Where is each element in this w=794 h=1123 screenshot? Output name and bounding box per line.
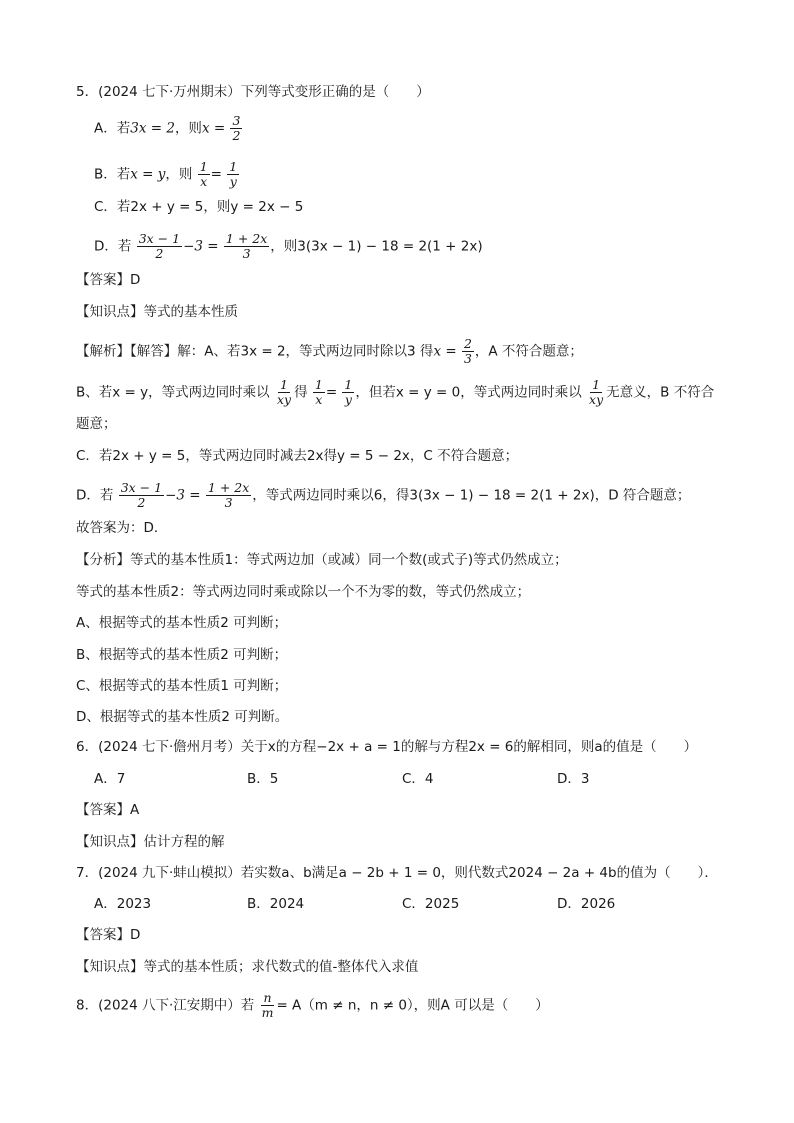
q5-fenxi-1: 【分析】等式的基本性质1：等式两边加（或减）同一个数(或式子)等式仍然成立； [76, 552, 568, 568]
q5-knowledge: 【知识点】等式的基本性质 [76, 304, 238, 320]
q7-stem: 7．(2024 九下·蚌山模拟）若实数a、b满足a − 2b + 1 = 0，则代数式2024 − 2a + 4b的值为（ ）． [76, 865, 718, 881]
q6-choice-d: D．3 [557, 771, 590, 787]
fraction: $\frac{1}{y}$ [229, 159, 238, 189]
q5-option-a: A．若3x = 2，则x = $\frac{3}{2}$ [94, 113, 241, 143]
q5-analysis-line-2: B、若x = y，等式两边同时乘以 $\frac{1}{xy}$ 得 $\frac{1}{x}$ = $\frac{1}{y}$ ，但若x = y = 0，等式两边同时乘以 $\frac{1}{xy}$ 无意义，B 不符合 [76, 377, 715, 407]
fraction: $\frac{1 + 2x}{3}$ [225, 231, 268, 261]
q7-answer: 【答案】D [76, 927, 141, 943]
q6-choice-b: B．5 [247, 771, 279, 787]
q5-analysis-line-3: 题意； [76, 416, 117, 432]
q8-stem: 8．(2024 八下·江安期中）若 $\frac{n}{m}$ = A（m ≠ n，n ≠ 0），则A 可以是（ ） [76, 990, 549, 1020]
q7-knowledge: 【知识点】等式的基本性质；求代数式的值-整体代入求值 [76, 959, 419, 975]
q5-fenxi-6: D、根据等式的基本性质2 可判断。 [76, 709, 289, 725]
q5-analysis-line-1: 【解析】【解答】解：A、若3x = 2，等式两边同时除以3 得x = $\frac{2}{3}$ ，A 不符合题意； [76, 336, 583, 366]
q5-answer: 【答案】D [76, 272, 141, 288]
fraction: $\frac{3}{2}$ [232, 113, 241, 143]
q7-choice-d: D．2026 [557, 896, 616, 912]
q6-choice-a: A．7 [94, 771, 126, 787]
q5-fenxi-4: B、根据等式的基本性质2 可判断； [76, 647, 288, 663]
q6-knowledge: 【知识点】估计方程的解 [76, 834, 225, 850]
q5-option-c: C．若2x + y = 5，则y = 2x − 5 [94, 199, 304, 215]
q5-analysis-line-4: C．若2x + y = 5，等式两边同时减去2x得y = 5 − 2x，C 不符合题意； [76, 448, 519, 464]
fraction: $\frac{3x - 1}{2}$ [138, 231, 181, 261]
fraction: $\frac{2}{3}$ [463, 336, 472, 366]
q5-option-d: D．若 $\frac{3x - 1}{2}$ −3 = $\frac{1 + 2x}{3}$ ，则3(3x − 1) − 18 = 2(1 + 2x) [94, 231, 483, 261]
q5-conclusion: 故答案为：D． [76, 520, 168, 536]
q7-choice-c: C．2025 [402, 896, 460, 912]
fraction: $\frac{1}{xy}$ [589, 377, 604, 407]
q5-fenxi-3: A、根据等式的基本性质2 可判断； [76, 615, 288, 631]
fraction: $\frac{1}{xy}$ [276, 377, 292, 407]
q5-stem: 5．(2024 七下·万州期末）下列等式变形正确的是（ ） [76, 84, 430, 100]
fraction: $\frac{1 + 2x}{3}$ [207, 480, 250, 510]
q7-choice-b: B．2024 [247, 896, 305, 912]
fraction: $\frac{n}{m}$ [261, 990, 274, 1020]
fraction: $\frac{3x - 1}{2}$ [120, 480, 163, 510]
q5-analysis-line-5: D．若 $\frac{3x - 1}{2}$ −3 = $\frac{1 + 2x}{3}$ ，等式两边同时乘以6，得3(3x − 1) − 18 = 2(1 + 2x)，D 符合题意； [76, 480, 691, 510]
q5-fenxi-5: C、根据等式的基本性质1 可判断； [76, 678, 288, 694]
fraction: $\frac{1}{y}$ [344, 377, 353, 407]
q6-answer: 【答案】A [76, 802, 140, 818]
q6-choice-c: C．4 [402, 771, 434, 787]
q7-choice-a: A．2023 [94, 896, 152, 912]
q6-stem: 6．(2024 七下·儋州月考）关于x的方程−2x + a = 1的解与方程2x = 6的解相同，则a的值是（ ） [76, 739, 698, 755]
fraction: $\frac{1}{x}$ [199, 159, 208, 189]
fraction: $\frac{1}{x}$ [314, 377, 323, 407]
q5-fenxi-2: 等式的基本性质2：等式两边同时乘或除以一个不为零的数，等式仍然成立； [76, 584, 531, 600]
q5-option-b: B．若x = y，则 $\frac{1}{x}$ = $\frac{1}{y}$ [94, 159, 238, 189]
